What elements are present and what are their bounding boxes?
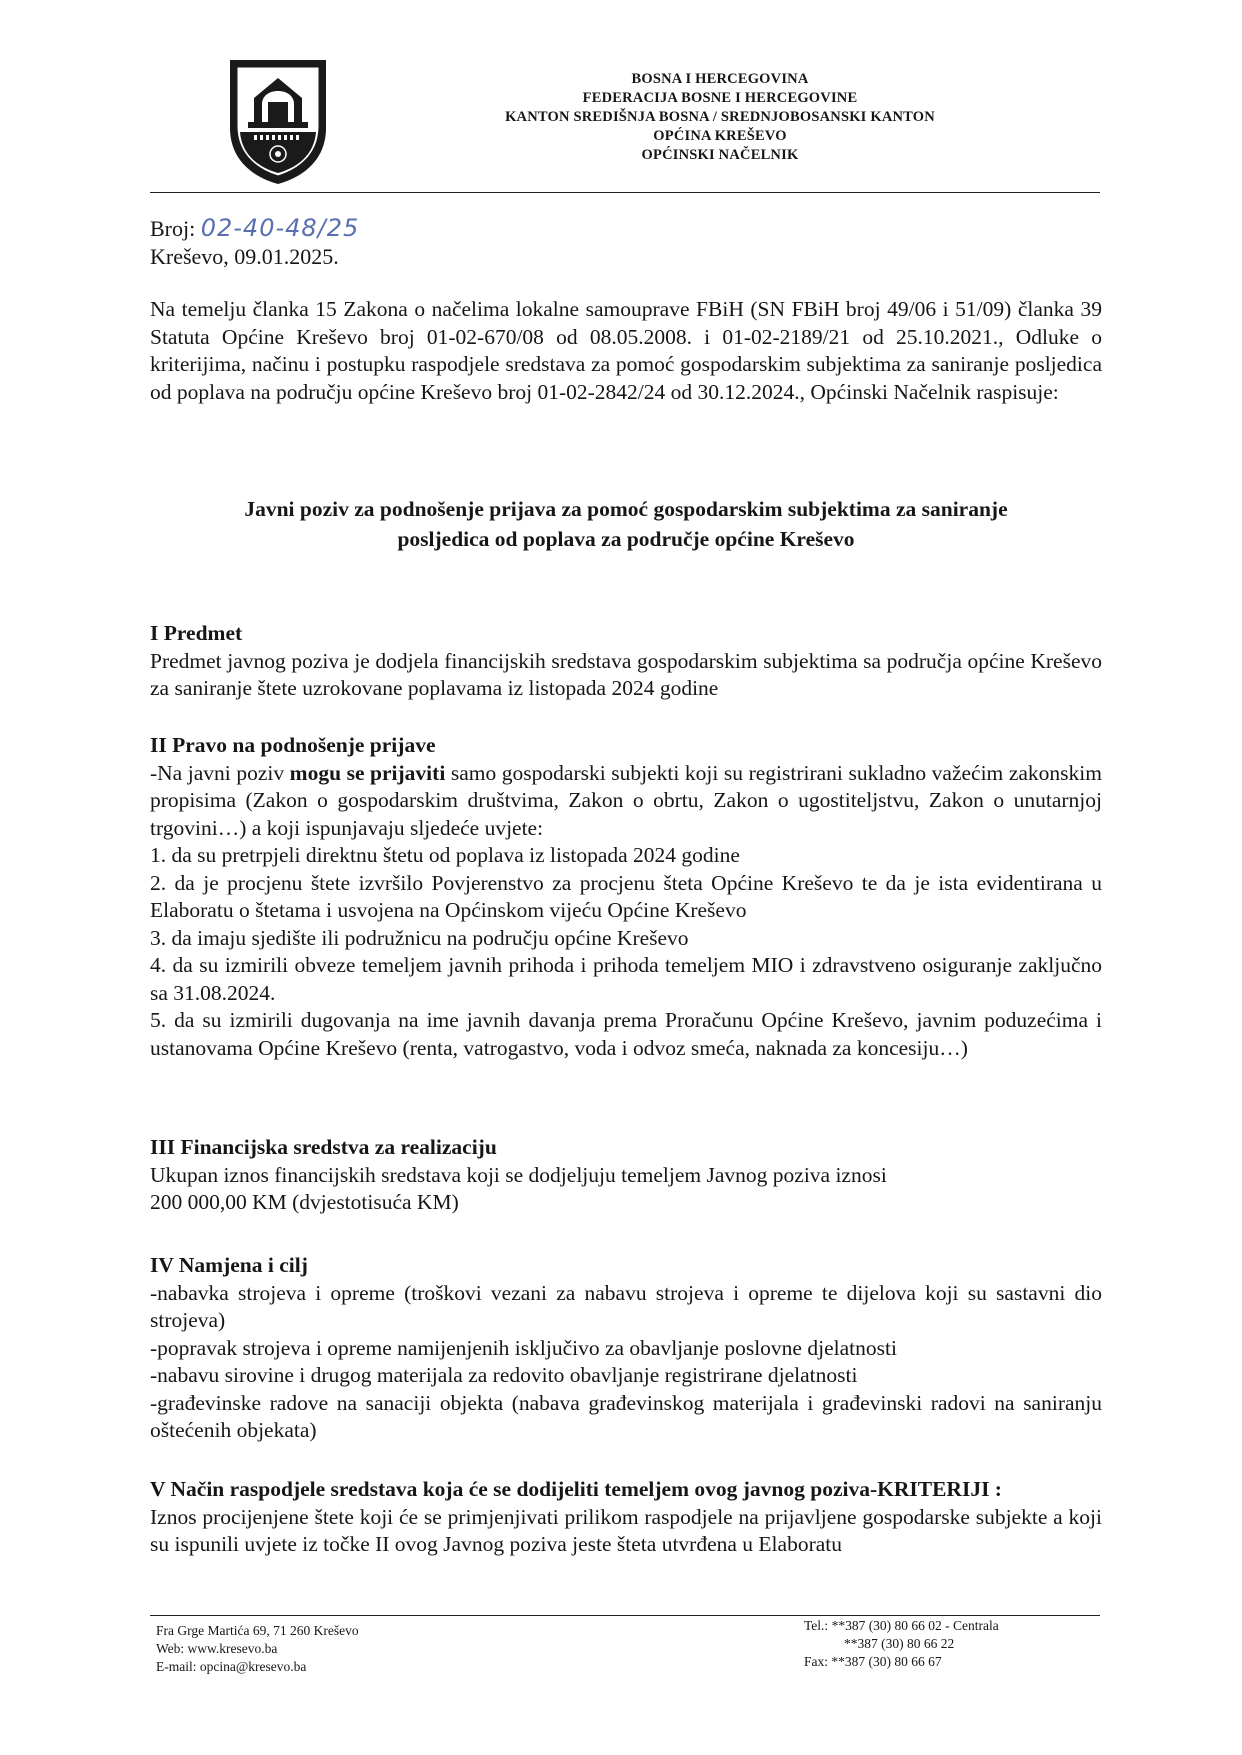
purpose-item: -popravak strojeva i opreme namijenjenih isključivo za obavljanje poslovne djelatnosti xyxy=(150,1335,897,1360)
phone-row xyxy=(804,1635,999,1653)
phone-number: **387 (30) 80 66 02 - Centrala xyxy=(831,1618,999,1633)
header-divider xyxy=(150,192,1100,193)
purpose-item: -nabavka strojeva i opreme (troškovi vezani za nabavu strojeva i opreme te dijelova koji su sastavni dio strojeva) xyxy=(150,1280,1102,1332)
footer-divider xyxy=(150,1615,1100,1616)
section-funds xyxy=(150,1134,1102,1217)
condition-item: 1. da su pretrpjeli direktnu štetu od poplava iz listopada 2024 godine xyxy=(150,843,740,867)
section-intro xyxy=(150,760,1102,843)
condition-item: 4. da su izmirili obveze temeljem javnih prihoda i prihoda temeljem MIO i zdravstveno osiguranje zaključno sa 31.08.2024. xyxy=(150,953,1102,1005)
phone-row xyxy=(804,1617,999,1635)
municipality-crest-logo xyxy=(228,58,328,186)
purpose-item: -građevinske radove na sanaciji objekta (nabava građevinskog materijala i građevinski radovi na saniranju oštećenih objekata) xyxy=(150,1390,1102,1442)
institution-header xyxy=(440,70,1000,165)
institution-line: FEDERACIJA BOSNE I HERCEGOVINE xyxy=(582,90,858,106)
section-heading: IV Namjena i cilj xyxy=(150,1253,308,1277)
institution-line: OPĆINSKI NAČELNIK xyxy=(641,147,799,163)
footer-email-link[interactable]: E-mail: opcina@kresevo.ba xyxy=(156,1659,307,1674)
reference-number xyxy=(150,214,359,242)
phone-label: Tel.: xyxy=(804,1618,829,1633)
section-heading: III Financijska sredstva za realizaciju xyxy=(150,1135,497,1159)
purpose-item: -nabavu sirovine i drugog materijala za redovito obavljanje registrirane djelatnosti xyxy=(150,1363,858,1387)
footer-web-link[interactable]: Web: www.kresevo.ba xyxy=(156,1641,278,1656)
section-text: Predmet javnog poziva je dodjela financijskih sredstava gospodarskim subjektima sa područja općine Kreševo za saniranje štete uzrokovane poplavama iz listopada 2024 godine xyxy=(150,648,1102,700)
section-text: Ukupan iznos financijskih sredstava koji se dodjeljuju temeljem Javnog poziva iznosi xyxy=(150,1162,887,1187)
section-heading: I Predmet xyxy=(150,621,243,645)
section-eligibility xyxy=(150,732,1102,1062)
fax-row xyxy=(804,1653,999,1671)
fax-number: **387 (30) 80 66 67 xyxy=(831,1654,942,1669)
reference-label: Broj: xyxy=(150,216,196,241)
institution-line: OPĆINA KREŠEVO xyxy=(653,128,787,144)
section-heading: V Način raspodjele sredstava koja će se dodijeliti temeljem ovog javnog poziva-KRITERIJI : xyxy=(150,1477,1002,1501)
section-subject xyxy=(150,620,1102,703)
title-line: posljedica od poplava za područje općine Kreševo xyxy=(397,527,855,551)
title-line: Javni poziv za podnošenje prijava za pomoć gospodarskim subjektima za saniranje xyxy=(244,497,1008,521)
condition-item: 5. da su izmirili dugovanja na ime javnih davanja prema Proračunu Općine Kreševo, javnim poduzećima i ustanovama Općine Kreševo (renta, vatrogastvo, voda i odvoz smeća, naknada za koncesiju…) xyxy=(150,1008,1102,1060)
document-title xyxy=(150,494,1102,554)
intro-emphasis: mogu se prijaviti xyxy=(289,760,446,785)
footer-address: Fra Grge Martića 69, 71 260 Kreševo xyxy=(156,1623,359,1638)
intro-text: samo gospodarski subjekti koji su registrirani sukladno važećim zakonskim propisima (Zakon o gospodarskim društvima, Zakon o obrtu, Zakon o ugostiteljstvu, Zakon o unutarnjoj trgovini…) a koji ispunjavaju sljedeće uvjete: xyxy=(150,760,1102,840)
handwritten-reference-value: 02-40-48/25 xyxy=(200,214,360,242)
condition-item: 3. da imaju sjedište ili podružnicu na području općine Kreševo xyxy=(150,925,689,950)
section-text: Iznos procijenjene štete koji će se primjenjivati prilikom raspodjele na prijavljene gospodarske subjekte a koji su ispunili uvjete iz točke II ovog Javnog poziva jeste šteta utvrđena u Elaboratu xyxy=(150,1504,1102,1556)
footer-contact xyxy=(156,1622,359,1676)
funds-amount: 200 000,00 KM (dvjestotisuća KM) xyxy=(150,1190,459,1214)
section-heading: II Pravo na podnošenje prijave xyxy=(150,733,436,757)
fax-label: Fax: xyxy=(804,1654,829,1669)
institution-line: BOSNA I HERCEGOVINA xyxy=(631,71,809,87)
place-and-date: Kreševo, 09.01.2025. xyxy=(150,244,339,269)
footer-phones xyxy=(804,1617,999,1671)
section-criteria xyxy=(150,1476,1102,1559)
intro-text: -Na javni poziv xyxy=(150,760,290,785)
preamble-paragraph: Na temelju članka 15 Zakona o načelima lokalne samouprave FBiH (SN FBiH broj 49/06 i 51/09) članka 39 Statuta Općine Kreševo broj 01-02-670/08 od 08.05.2008. i 01-02-2189/21 od 25.10.2021., Odluke o kriterijima, načinu i postupku raspodjele sredstava za pomoć gospodarskim subjektima za saniranje posljedica od poplava na području općine Kreševo broj 01-02-2842/24 od 30.12.2024., Općinski Načelnik raspisuje: xyxy=(150,297,1102,404)
phone-number: **387 (30) 80 66 22 xyxy=(844,1636,955,1651)
condition-item: 2. da je procjenu štete izvršilo Povjerenstvo za procjenu šteta Općine Kreševo te da je ista evidentirana u Elaboratu o štetama i usvojena na Općinskom vijeću Općine Kreševo xyxy=(150,870,1102,922)
institution-line: KANTON SREDIŠNJA BOSNA / SREDNJOBOSANSKI KANTON xyxy=(505,109,935,125)
section-purpose xyxy=(150,1252,1102,1445)
